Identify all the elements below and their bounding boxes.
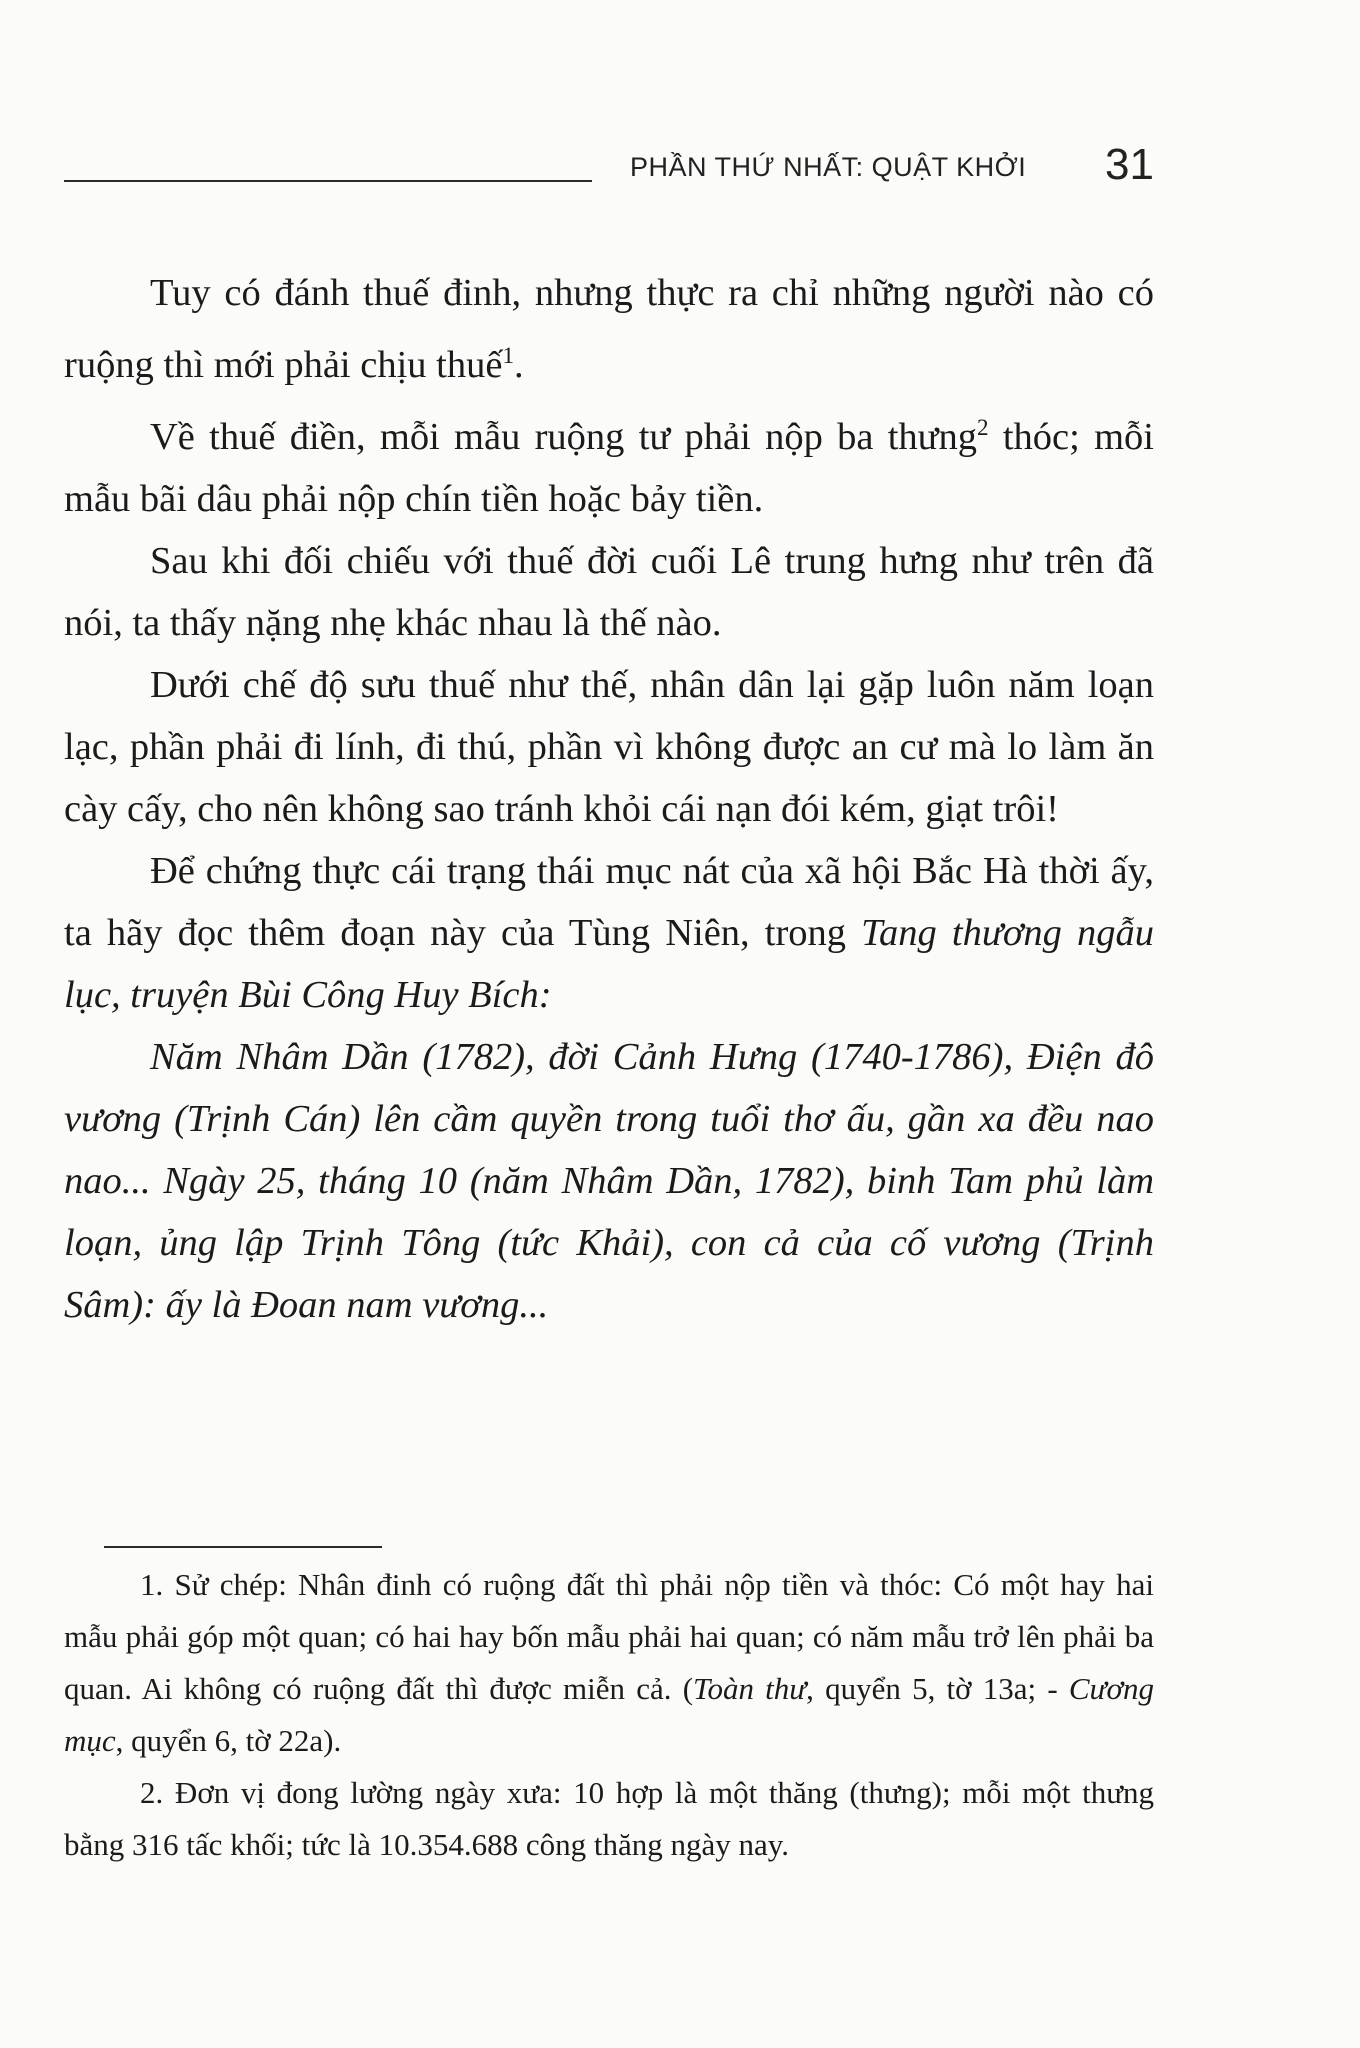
running-header — [64, 142, 1154, 192]
paragraph-1 — [64, 262, 1154, 396]
footnote-text: , quyển 5, tờ 13a; - — [806, 1671, 1069, 1706]
quote-paragraph — [64, 1026, 1154, 1336]
footnote-source: Toàn thư — [693, 1671, 807, 1706]
section-title: PHẦN THỨ NHẤT: QUẬT KHỞI — [630, 152, 1027, 182]
footnote-text: 1. Sử chép: Nhân đinh có ruộng đất thì phải nộp tiền và thóc: Có một hay hai mẫu phải góp một quan; có hai hay bốn mẫu phải hai quan; có năm mẫu trở lên phải ba quan. Ai không có ruộng đất thì được miễn cả. ( — [64, 1567, 1154, 1706]
footnote-2: 2. Đơn vị đong lường ngày xưa: 10 hợp là một thăng (thưng); mỗi một thưng bằng 316 tấc khối; tức là 10.354.688 công thăng ngày nay. — [64, 1775, 1154, 1862]
header-rule — [64, 180, 592, 182]
paragraph-2 — [64, 396, 1154, 530]
source-title: Tang thương ngẫu lục, truyện Bùi Công Huy Bích: — [64, 911, 1154, 1016]
footnote-rule — [104, 1546, 382, 1548]
paragraph-text: Về thuế điền, mỗi mẫu ruộng tư phải nộp ba thưng — [150, 415, 978, 458]
paragraph-3: Sau khi đối chiếu với thuế đời cuối Lê trung hưng như trên đã nói, ta thấy nặng nhẹ khác nhau là thế nào. — [64, 539, 1154, 644]
footnotes — [64, 1559, 1154, 1871]
footnote-text: , quyển 6, tờ 22a). — [115, 1723, 342, 1758]
footnote-source: Cương mục — [64, 1671, 1154, 1758]
paragraph-text: Tuy có đánh thuế đinh, nhưng thực ra chỉ những người nào có ruộng thì mới phải chịu thuế — [64, 272, 1154, 386]
footnote-1 — [64, 1559, 1154, 1767]
body-text — [64, 262, 1154, 1336]
paragraph-text-cont: thóc; mỗi mẫu bãi dâu phải nộp chín tiền hoặc bảy tiền. — [64, 415, 1154, 520]
quote-text: Năm Nhâm Dần (1782), đời Cảnh Hưng (1740-1786), Điện đô vương (Trịnh Cán) lên cầm quyền trong tuổi thơ ấu, gần xa đều nao nao... Ngày 25, tháng 10 (năm Nhâm Dần, 1782), binh Tam phủ làm loạn, ủng lập Trịnh Tông (tức Khải), con cả của cố vương (Trịnh Sâm): ấy là Đoan nam vương... — [64, 1035, 1154, 1326]
footnote-ref-1: 1 — [502, 342, 514, 368]
footnote-ref-2: 2 — [977, 413, 989, 440]
paragraph-5 — [64, 840, 1154, 1026]
paragraph-4: Dưới chế độ sưu thuế như thế, nhân dân lại gặp luôn năm loạn lạc, phần phải đi lính, đi thú, phần vì không được an cư mà lo làm ăn cày cấy, cho nên không sao tránh khỏi cái nạn đói kém, giạt trôi! — [64, 663, 1154, 830]
paragraph-end: . — [514, 343, 524, 386]
page-number: 31 — [1105, 140, 1154, 189]
paragraph-text: Để chứng thực cái trạng thái mục nát của xã hội Bắc Hà thời ấy, ta hãy đọc thêm đoạn này của Tùng Niên, trong — [64, 849, 1154, 954]
